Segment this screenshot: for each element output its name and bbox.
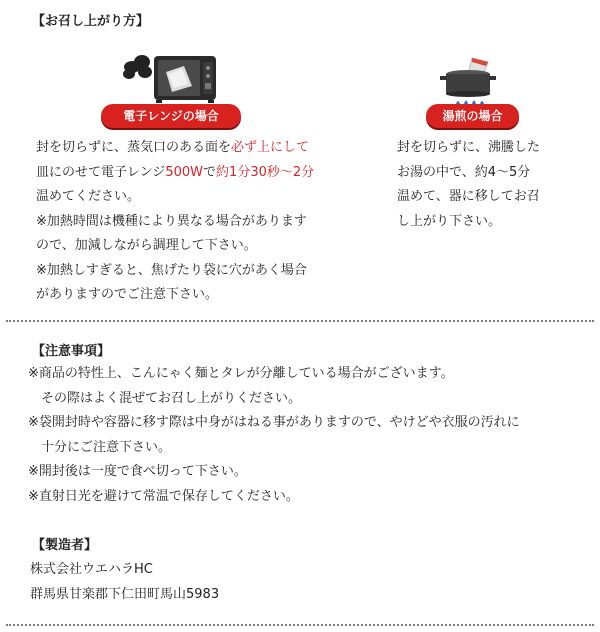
howto-heading: 【お召し上がり方】	[32, 14, 150, 29]
caution-heading: 【注意事項】	[32, 344, 111, 359]
maker-info	[30, 558, 219, 607]
caution-item: ※商品の特性上、こんにゃく麺とタレが分離している場合がございます。	[28, 366, 454, 381]
microwave-icon	[118, 50, 220, 106]
maker-address: 群馬県甘楽郡下仁田町馬山5983	[30, 586, 220, 602]
caution-item: ※開封後は一度で食べ切って下さい。	[28, 464, 247, 479]
microwave-instructions: 封を切らずに、蒸気口のある面を必ず上にして 皿にのせて電子レンジ500Wで約1分30秒〜2分 温めてください。 ※加熱時間は機種により異なる場合があります ので、加減しながら調理して下さい。 ※加熱しすぎると、焦げたり袋に穴があく場合 がありますのでご注意下さい。	[36, 140, 315, 302]
caution-item: ※直射日光を避けて常温で保存してください。	[28, 488, 299, 504]
caution-item: ※袋開封時や容器に移す際は中身がはねる事がありますので、やけどや衣服の汚れに	[28, 415, 520, 430]
maker-heading: 【製造者】	[32, 538, 98, 553]
caution-list	[28, 362, 520, 509]
caution-item: 十分にご注意下さい。	[28, 439, 172, 455]
maker-company: 株式会社ウエハラHC	[30, 562, 153, 577]
boil-instructions: 封を切らずに、沸騰した お湯の中で、約4〜5分 温めて、器に移してお召 し上がり下さい。	[397, 140, 541, 229]
section-divider	[6, 320, 594, 322]
bottom-divider	[6, 624, 594, 626]
pot-icon	[438, 52, 504, 106]
microwave-badge: 電子レンジの場合	[101, 104, 241, 128]
boil-badge: 湯煎の場合	[426, 104, 519, 128]
caution-item: その際はよく混ぜてお召し上がりください。	[28, 390, 302, 406]
